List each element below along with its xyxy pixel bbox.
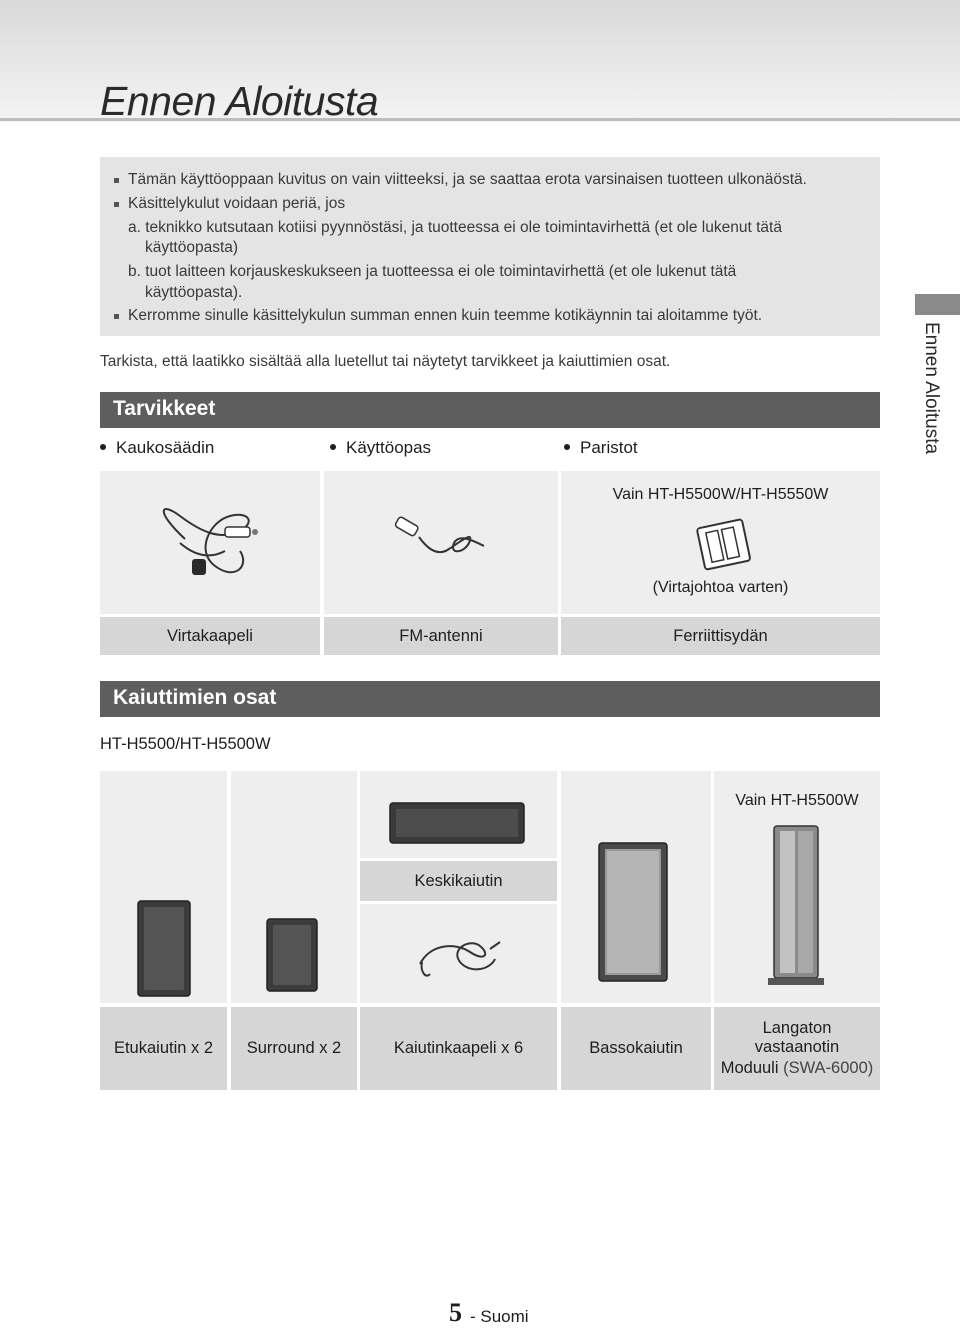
bullet-dot (564, 444, 570, 450)
label-text: Virtakaapeli (167, 626, 253, 645)
model-label: HT-H5500/HT-H5500W (100, 735, 271, 753)
wireless-module-image (714, 771, 880, 1003)
center-speaker-cell (360, 771, 557, 858)
label-ferrite-core (561, 617, 880, 655)
note-subitem: käyttöopasta). (145, 284, 243, 301)
label-subwoofer (561, 1007, 711, 1090)
bullet-dot (330, 444, 336, 450)
note-item: Tämän käyttöoppaan kuvitus on vain viitteeksi, ja se saattaa erota varsinaisen tuotteen ulkonäöstä. (128, 171, 807, 188)
label-text: Etukaiutin x 2 (113, 1039, 214, 1057)
label-text: Kaiutinkaapeli x 6 (393, 1039, 524, 1057)
label-text: Keskikaiutin (414, 871, 503, 890)
side-tab-label: Ennen Aloitusta (921, 322, 942, 455)
label-wireless-module (714, 1007, 880, 1090)
fm-antenna-cell (324, 471, 558, 614)
section-title: Tarvikkeet (113, 397, 216, 420)
note-bullet (114, 202, 119, 207)
ferrite-model-note: Vain HT-H5500W/HT-H5550W (612, 486, 829, 503)
label-text: Bassokaiutin (589, 1039, 683, 1057)
note-item: Käsittelykulut voidaan periä, jos (128, 195, 346, 212)
note-bullet (114, 314, 119, 319)
label-text: Surround x 2 (246, 1039, 342, 1057)
label-speaker-cable (360, 1007, 557, 1090)
accessory-label: Käyttöopas (346, 438, 432, 457)
label-power-cable (100, 617, 320, 655)
label-text: Moduuli (720, 1059, 779, 1077)
note-subitem: a. teknikko kutsutaan kotiisi pyynnöstäsi, ja tuotteessa ei ole toimintavirhettä (et ole lukenut tätä (128, 219, 782, 236)
label-fm-antenna (324, 617, 558, 655)
label-text: Langaton (762, 1019, 832, 1037)
accessory-label: Paristot (580, 438, 638, 457)
section-header-accessories (100, 392, 880, 428)
front-speaker-cell (100, 771, 227, 1003)
label-text (721, 1059, 874, 1078)
power-cable-image (100, 471, 320, 614)
ferrite-caption: (Virtajohtoa varten) (652, 579, 789, 596)
power-cable-cell (100, 471, 320, 614)
label-center-speaker (360, 861, 557, 901)
section-title: Kaiuttimien osat (113, 686, 277, 709)
subwoofer-image (561, 771, 711, 1003)
side-tab-marker (915, 294, 960, 315)
surround-speaker-cell (231, 771, 357, 1003)
ferrite-cell (561, 471, 880, 614)
wireless-module-cell (714, 771, 880, 1003)
note-item: Kerromme sinulle käsittelykulun summan ennen kuin teemme kotikäynnin tai aloitamme työt. (128, 307, 763, 324)
note-subitem: käyttöopasta) (145, 239, 239, 256)
page-number: 5 (449, 1298, 462, 1327)
label-text: FM-antenni (399, 626, 483, 645)
wireless-model-note: Vain HT-H5500W (735, 792, 859, 809)
label-text: Ferriittisydän (673, 626, 768, 645)
accessory-bullet (330, 438, 431, 458)
intro-text: Tarkista, että laatikko sisältää alla luetellut tai näytetyt tarvikkeet ja kaiuttimien osat. (100, 353, 671, 370)
surround-speaker-image (231, 771, 357, 1003)
accessory-label: Kaukosäädin (116, 438, 215, 457)
page-title: Ennen Aloitusta (100, 78, 379, 124)
subwoofer-cell (561, 771, 711, 1003)
speaker-cable-cell (360, 904, 557, 1003)
section-header-speakers (100, 681, 880, 717)
label-front-speaker (100, 1007, 227, 1090)
fm-antenna-image (324, 471, 558, 614)
label-text: vastaanotin (754, 1038, 840, 1056)
note-bullet (114, 178, 119, 183)
bullet-dot (100, 444, 106, 450)
label-surround-speaker (231, 1007, 357, 1090)
speaker-cable-image (360, 904, 557, 1003)
center-speaker-image (360, 771, 557, 858)
accessory-bullet (564, 438, 638, 458)
page-language: - Suomi (470, 1307, 529, 1326)
note-subitem: b. tuot laitteen korjauskeskukseen ja tuotteessa ei ole toimintavirhettä (et ole lukenut tätä (128, 263, 737, 280)
front-speaker-image (100, 771, 227, 1003)
accessory-bullet (100, 438, 214, 458)
label-text: (SWA-6000) (778, 1059, 874, 1077)
